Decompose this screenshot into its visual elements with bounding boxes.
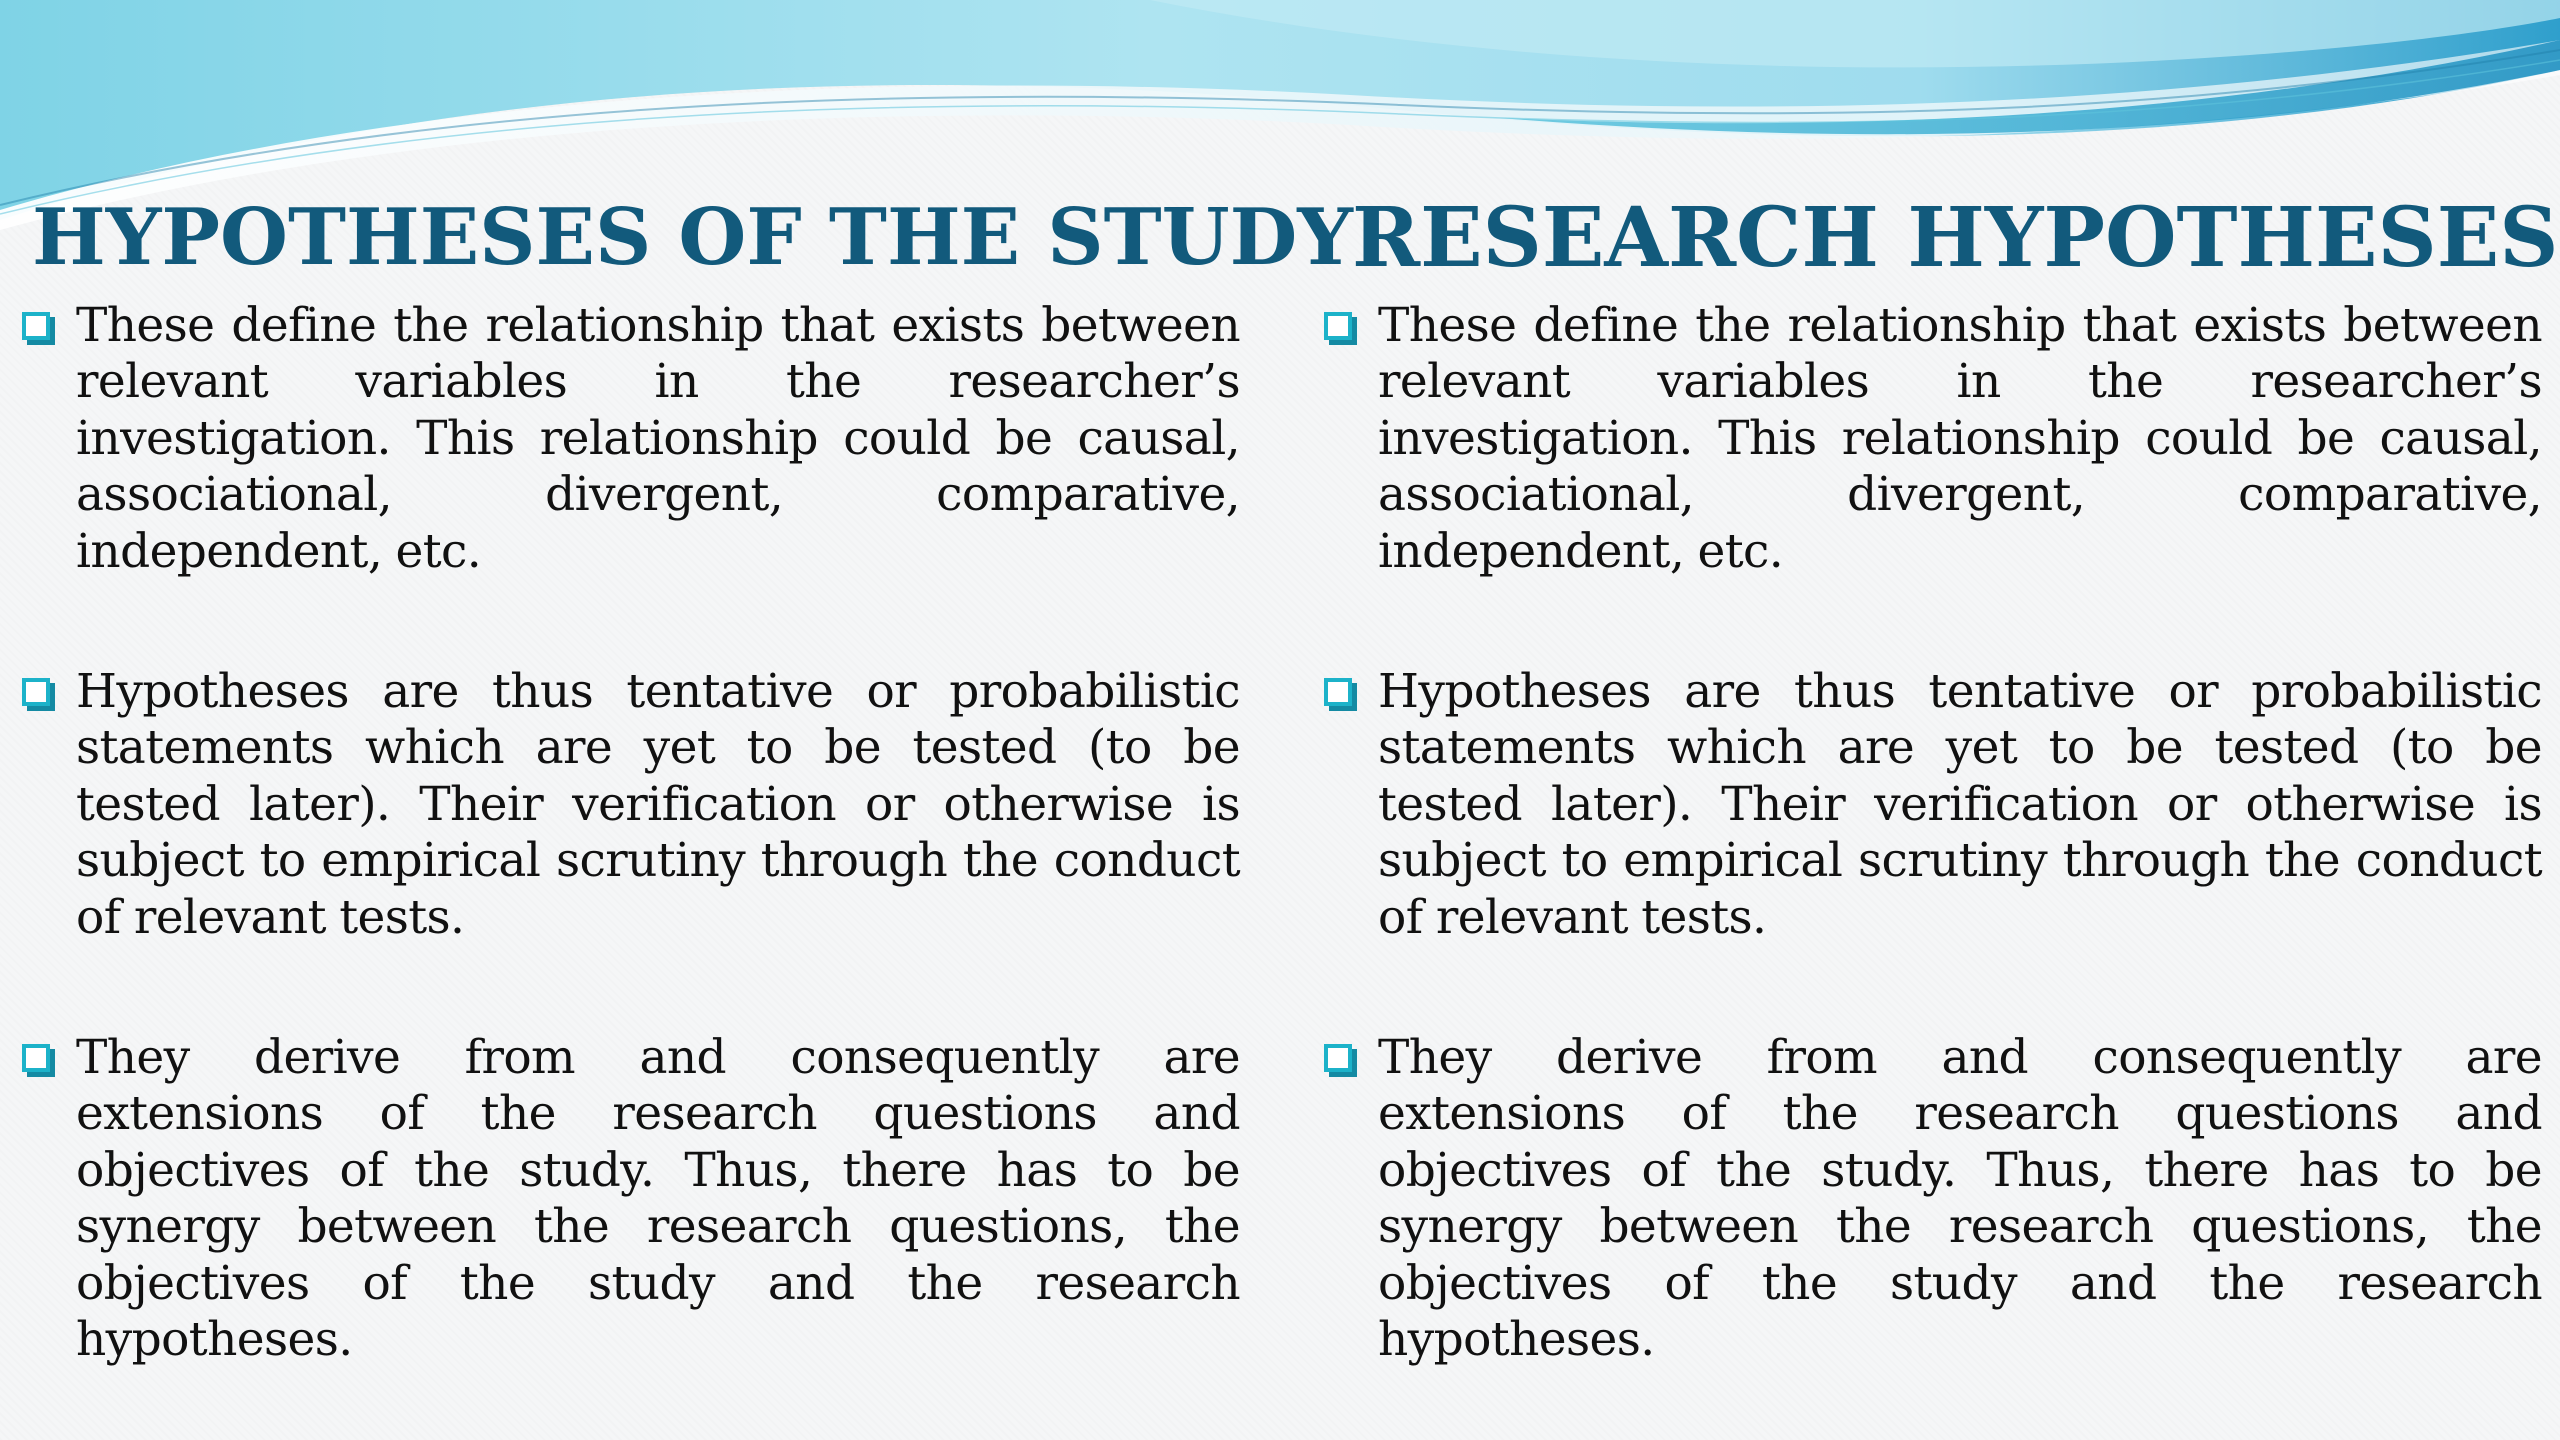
- right-bullet-2-text: Hypotheses are thus tentative or probabilistic statements which are yet to be tested (to be tested later). Their verification or otherwise is subject to empirical scrutiny through the conduct of relevant tests.: [1378, 664, 2542, 945]
- right-bullet-2: [1320, 664, 2542, 946]
- left-bullet-2-text: Hypotheses are thus tentative or probabilistic statements which are yet to be tested (to be tested later). Their verification or otherwise is subject to empirical scrutiny through the conduct of relevant tests.: [76, 664, 1240, 945]
- left-column-title: HYPOTHESES OF THE STUDY: [32, 192, 1353, 283]
- right-bullet-3-text: They derive from and consequently are extensions of the research questions and objectives of the study. Thus, there has to be synergy between the research questions, the objectives of the study and the research hypotheses.: [1378, 1030, 2542, 1368]
- square-bullet-icon: [1320, 298, 1360, 354]
- right-bullet-1-text: These define the relationship that exists between relevant variables in the researcher’s investigation. This relationship could be causal, associational, divergent, comparative, independent, etc.: [1378, 298, 2542, 579]
- square-bullet-icon: [1320, 664, 1360, 720]
- square-bullet-icon: [18, 664, 58, 720]
- square-bullet-icon: [18, 298, 58, 354]
- square-bullet-icon: [18, 1030, 58, 1086]
- square-bullet-icon: [1320, 1030, 1360, 1086]
- right-bullet-1: [1320, 298, 2542, 580]
- left-bullet-1-text: These define the relationship that exists between relevant variables in the researcher’s investigation. This relationship could be causal, associational, divergent, comparative, independent, etc.: [76, 298, 1240, 579]
- left-bullet-2: [18, 664, 1240, 946]
- left-bullet-3-text: They derive from and consequently are extensions of the research questions and objectives of the study. Thus, there has to be synergy between the research questions, the objectives of the study and the research hypotheses.: [76, 1030, 1240, 1368]
- left-bullet-3: [18, 1030, 1240, 1368]
- left-bullet-1: [18, 298, 1240, 580]
- right-column-title: RESEARCH HYPOTHESES: [1352, 190, 2559, 286]
- right-bullet-3: [1320, 1030, 2542, 1368]
